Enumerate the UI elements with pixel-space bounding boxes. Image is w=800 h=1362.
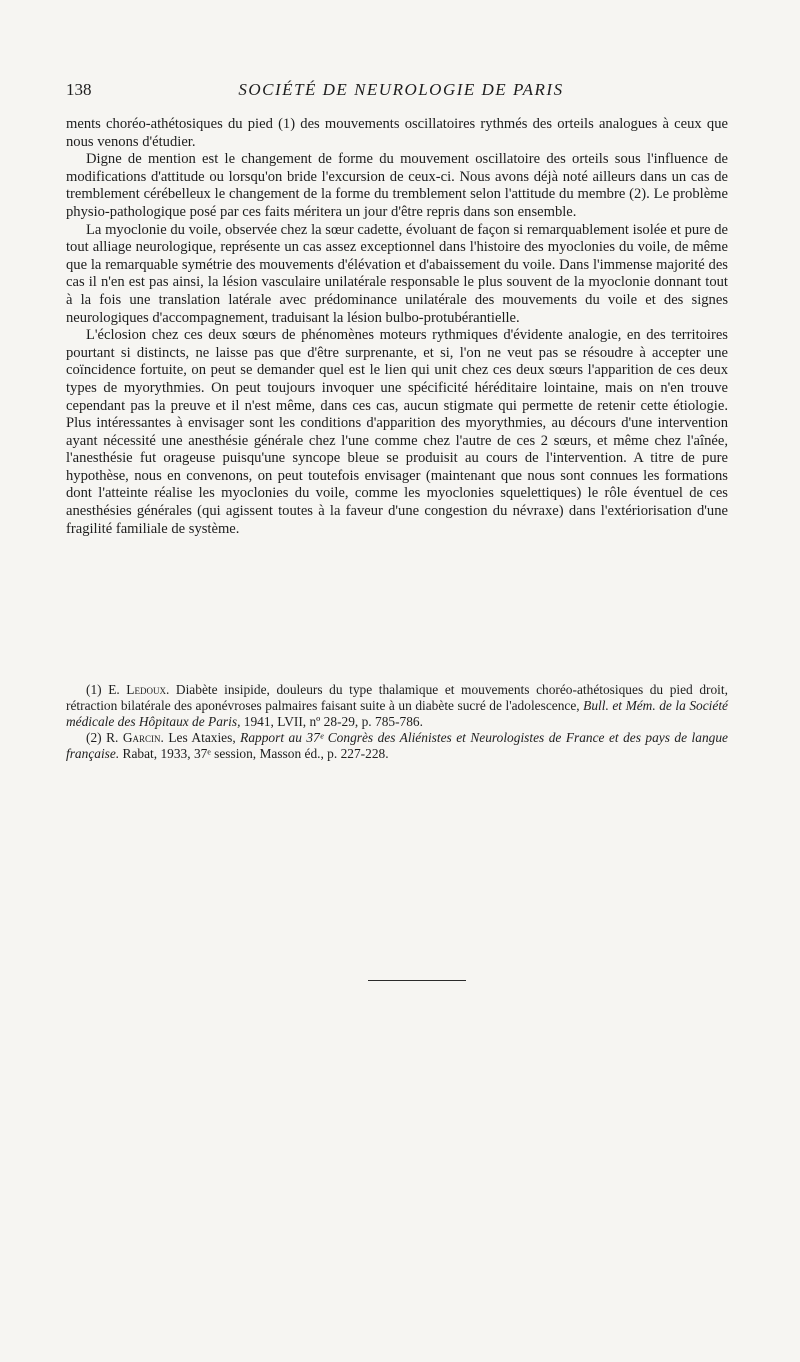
running-title: SOCIÉTÉ DE NEUROLOGIE DE PARIS [238, 80, 564, 99]
footnote-2-author: Garcin [122, 730, 161, 745]
paragraph-1: ments choréo-athétosiques du pied (1) des mouvements oscillatoires rythmés des orteils analogues à ceux que nous venons d'étudier. [66, 116, 728, 150]
footnote-1-text: . Diabète insipide, douleurs du type thalamique et mouvements choréo-athétosiques du pied droit, rétraction bilatérale des aponévroses palmaires faisant suite à un diabète sucré de l'adolescence, [66, 682, 728, 713]
footnotes [66, 682, 728, 762]
footnote-2-journal: Rapport au 37ᵉ Congrès des Aliénistes et Neurologistes de France et des pays de langue française. [66, 730, 728, 761]
footnote-1-marker: (1) E. [86, 682, 120, 697]
footnote-1-tail: 1941, LVII, nº 28-29, p. 785-786. [240, 714, 423, 729]
footnote-2-text: . Les Ataxies, [160, 730, 241, 745]
footnote-1 [66, 682, 728, 730]
footnote-2-tail: Rabat, 1933, 37ᵉ session, Masson éd., p. 227-228. [119, 746, 389, 761]
footnote-1-journal: Bull. et Mém. de la Société médicale des Hôpitaux de Paris, [66, 698, 728, 729]
footnote-2 [66, 730, 728, 762]
page-header [66, 78, 736, 102]
paragraph-3: La myoclonie du voile, observée chez la sœur cadette, évoluant de façon si remarquablement isolée et pure de tout alliage neurologique, représente un cas assez exceptionnel dans l'histoire des myoclonies du voile, de même que la remarquable symétrie des mouvements d'élévation et d'abaissement du voile. Dans l'immense majorité des cas il n'en est pas ainsi, la lésion vasculaire unilatérale responsable le plus souvent de la myoclonie donnant tout à la fois une translation latérale avec prédominance unilatérale des mouvements du voile et des signes neurologiques d'accompagnement, traduisant la lésion bulbo-protubérantielle. [66, 221, 728, 326]
footnote-1-author: Ledoux [126, 682, 166, 697]
body-text [66, 116, 728, 538]
page-number: 138 [66, 80, 92, 99]
paragraph-2: Digne de mention est le changement de forme du mouvement oscillatoire des orteils sous l'influence de modifications d'attitude ou lorsqu'on bride l'excursion de ceux-ci. Nous avons déjà noté ailleurs dans un cas de tremblement cérébelleux le changement de la forme du tremblement selon l'attitude du membre (2). Le problème physio-pathologique posé par ces faits méritera un jour d'être repris dans son ensemble. [66, 151, 728, 220]
section-divider [368, 980, 466, 981]
paragraph-4: L'éclosion chez ces deux sœurs de phénomènes moteurs rythmiques d'évidente analogie, en des territoires pourtant si distincts, ne laisse pas que d'être surprenante, et si, l'on ne veut pas se résoudre à accepter une coïncidence fortuite, on peut se demander quel est le lien qui unit chez ces deux sœurs l'apparition de ces deux types de myorythmies. On peut toujours invoquer une spécificité héréditaire lointaine, mais on n'en trouve cependant pas la preuve et il n'est même, dans ces cas, aucun stigmate qui permette de retenir cette étiologie. Plus intéressantes à envisager sont les conditions d'apparition des myorythmies, au décours d'une intervention ayant nécessité une anesthésie générale chez l'une comme chez l'autre de ces 2 sœurs, et même chez l'aînée, l'anesthésie fut orageuse puisqu'une syncope bleue se produisit au cours de l'intervention. A titre de pure hypothèse, nous en convenons, on peut toutefois envisager (maintenant que nous sont connues les formations dont l'atteinte réalise les myoclonies du voile, comme les myoclonies squelettiques) le rôle éventuel de ces anesthésies générales (qui agissent toutes à la faveur d'une congestion du névraxe) dans l'extériorisation d'une fragilité familiale de système. [66, 327, 728, 537]
footnote-2-marker: (2) R. [86, 730, 119, 745]
